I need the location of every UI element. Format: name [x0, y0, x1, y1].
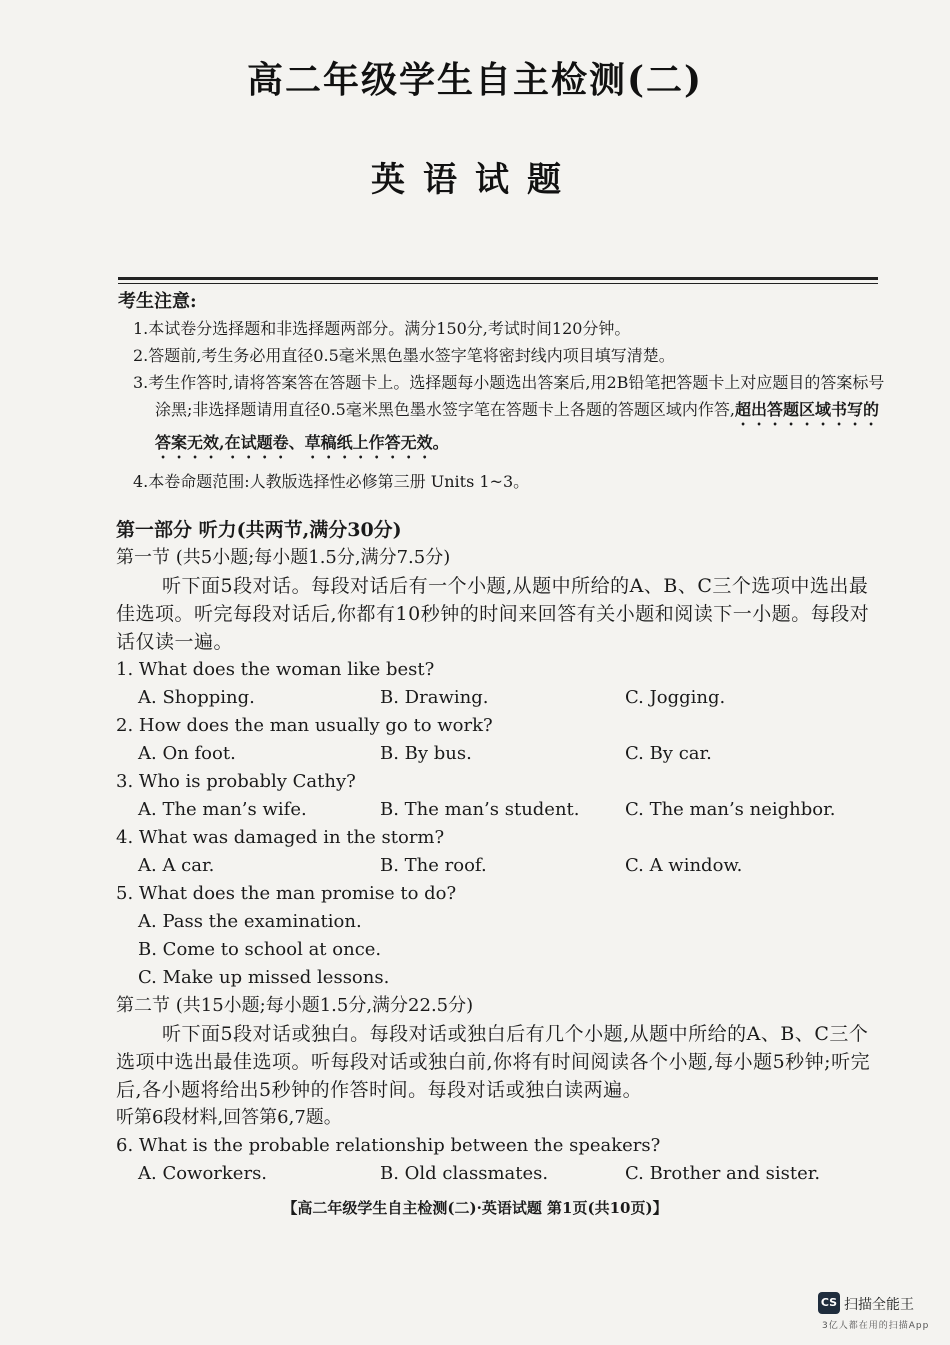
notice-item-1: 1.本试卷分选择题和非选择题两部分。满分150分,考试时间120分钟。: [133, 319, 631, 338]
section2-heading: 第二节 (共15小题;每小题1.5分,满分22.5分): [116, 995, 474, 1016]
question-stem: 2. How does the man usually go to work?: [116, 715, 493, 736]
option-b: B. Drawing.: [380, 687, 489, 708]
option-b: B. By bus.: [380, 743, 472, 764]
option-c: C. Brother and sister.: [625, 1163, 821, 1184]
question-options: [116, 684, 886, 712]
question-options: [116, 852, 886, 880]
option-a: A. Shopping.: [138, 687, 255, 708]
option-b: B. The man’s student.: [380, 799, 580, 820]
scanner-watermark: [818, 1288, 930, 1334]
option-c: C. Jogging.: [625, 687, 726, 708]
question-options: [116, 740, 886, 768]
option-b: B. The roof.: [380, 855, 487, 876]
camscanner-logo-icon: CS: [818, 1292, 840, 1314]
part1-content: [116, 516, 886, 1188]
question-1: [116, 656, 886, 712]
notice-item-3-text: 3.考生作答时,请将答案答在答题卡上。选择题每小题选出答案后,用2B铅笔把答题卡上对应题目的答案标号涂黑;非选择题请用直径0.5毫米黑色墨水签字笔在答题卡上各题的答题区域内作答,: [133, 373, 885, 419]
question-options: [116, 796, 886, 824]
material-note: 听第6段材料,回答第6,7题。: [116, 1107, 342, 1128]
notice-item-3: [118, 369, 888, 462]
notice-block: [118, 288, 888, 495]
question-stem: 3. Who is probably Cathy?: [116, 771, 356, 792]
option-a: A. Coworkers.: [138, 1163, 268, 1184]
notice-heading: 考生注意:: [118, 291, 197, 312]
section1-heading: 第一节 (共5小题;每小题1.5分,满分7.5分): [116, 547, 451, 568]
watermark-name: 扫描全能王: [844, 1297, 914, 1313]
question-2: [116, 712, 886, 768]
question-stem: 6. What is the probable relationship between the speakers?: [116, 1135, 661, 1156]
option-b: B. Come to school at once.: [138, 939, 382, 960]
notice-item-3-emphasis: 超出答题区域书写的答案无效,在试题卷、草稿纸上作答无效。: [155, 400, 879, 452]
section2-instructions: 听下面5段对话或独白。每段对话或独白后有几个小题,从题中所给的A、B、C三个选项中选出最佳选项。听每段对话或独白前,你将有时间阅读各个小题,每小题5秒钟;听完后,各小题将给出5秒钟的作答时间。每段对话或独白读两遍。: [116, 1023, 871, 1101]
option-a: A. A car.: [138, 855, 215, 876]
page-footer: 【高二年级学生自主检测(二)·英语试题 第1页(共10页)】: [282, 1199, 668, 1217]
question-3: [116, 768, 886, 824]
section1-instructions: 听下面5段对话。每段对话后有一个小题,从题中所给的A、B、C三个选项中选出最佳选项。听完每段对话后,你都有10秒钟的时间来回答有关小题和阅读下一小题。每段对话仅读一遍。: [116, 575, 870, 653]
page-subtitle: 英语试题: [371, 160, 579, 200]
notice-item-4: 4.本卷命题范围:人教版选择性必修第三册 Units 1~3。: [133, 472, 530, 491]
question-stem: 4. What was damaged in the storm?: [116, 827, 445, 848]
page-title: 高二年级学生自主检测(二): [246, 59, 704, 101]
question-4: [116, 824, 886, 880]
option-a: A. On foot.: [138, 743, 236, 764]
header-rule-thin: [118, 283, 878, 284]
option-c: C. By car.: [625, 743, 712, 764]
part1-heading: 第一部分 听力(共两节,满分30分): [116, 519, 402, 541]
option-c: C. A window.: [625, 855, 743, 876]
notice-item-2: 2.答题前,考生务必用直径0.5毫米黑色墨水签字笔将密封线内项目填写清楚。: [133, 346, 675, 365]
watermark-tagline: 3亿人都在用的扫描App: [822, 1321, 930, 1331]
option-a: A. The man’s wife.: [138, 799, 307, 820]
option-c: C. The man’s neighbor.: [625, 799, 836, 820]
option-b: B. Old classmates.: [380, 1163, 549, 1184]
question-stem: 5. What does the man promise to do?: [116, 883, 457, 904]
header-rule-thick: [118, 277, 878, 280]
question-stem: 1. What does the woman like best?: [116, 659, 435, 680]
option-c: C. Make up missed lessons.: [138, 967, 390, 988]
question-options: [116, 1160, 886, 1188]
option-a: A. Pass the examination.: [138, 911, 362, 932]
question-5: [116, 880, 886, 992]
question-6: [116, 1132, 886, 1188]
